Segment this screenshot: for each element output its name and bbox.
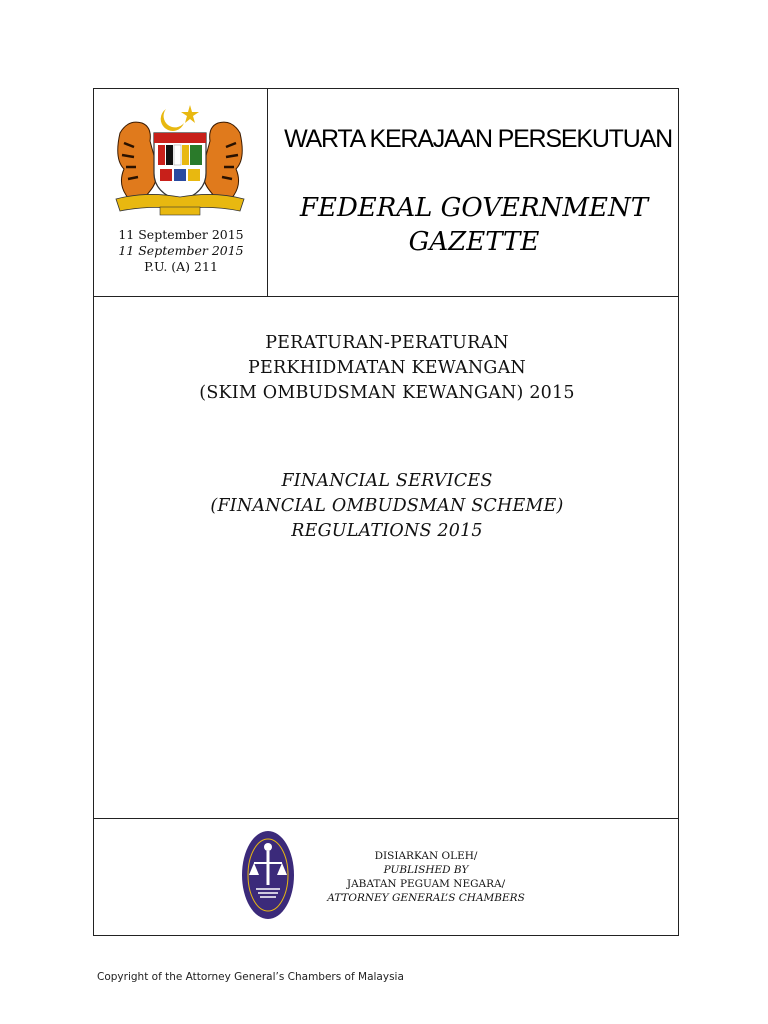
regulation-english-line3: REGULATIONS 2015	[291, 521, 483, 541]
footer-divider	[94, 818, 678, 819]
regulation-malay-line3: (SKIM OMBUDSMAN KEWANGAN) 2015	[199, 383, 575, 403]
publisher-english: ATTORNEY GENERAL’S CHAMBERS	[327, 892, 525, 904]
gazette-reference: P.U. (A) 211	[144, 259, 218, 274]
gazette-title-english	[268, 191, 680, 259]
regulation-title-english	[94, 469, 680, 544]
publisher-block	[316, 849, 536, 905]
published-by-english: PUBLISHED BY	[383, 864, 469, 876]
gazette-date-block	[94, 227, 268, 275]
gazette-title-english-line1: FEDERAL GOVERNMENT	[299, 193, 649, 223]
gazette-title-malay: WARTA KERAJAAN PERSEKUTUAN	[284, 125, 672, 153]
gazette-cover-frame	[93, 88, 679, 936]
malaysia-coat-of-arms-icon	[110, 103, 250, 223]
regulation-english-line1: FINANCIAL SERVICES	[281, 471, 493, 491]
published-by-malay: DISIARKAN OLEH/	[374, 850, 478, 862]
attorney-general-chambers-logo-icon	[240, 829, 296, 921]
regulation-malay-line1: PERATURAN-PERATURAN	[265, 333, 509, 353]
copyright-notice: Copyright of the Attorney General’s Chambers of Malaysia	[97, 971, 404, 983]
gazette-title-english-line2: GAZETTE	[408, 227, 540, 257]
gazette-date-malay: 11 September 2015	[118, 227, 244, 242]
gazette-date-english: 11 September 2015	[118, 243, 244, 258]
header-divider	[94, 296, 678, 297]
regulation-english-line2: (FINANCIAL OMBUDSMAN SCHEME)	[210, 496, 564, 516]
regulation-title-malay	[94, 331, 680, 406]
publisher-malay: JABATAN PEGUAM NEGARA/	[346, 878, 506, 890]
regulation-malay-line2: PERKHIDMATAN KEWANGAN	[248, 358, 526, 378]
